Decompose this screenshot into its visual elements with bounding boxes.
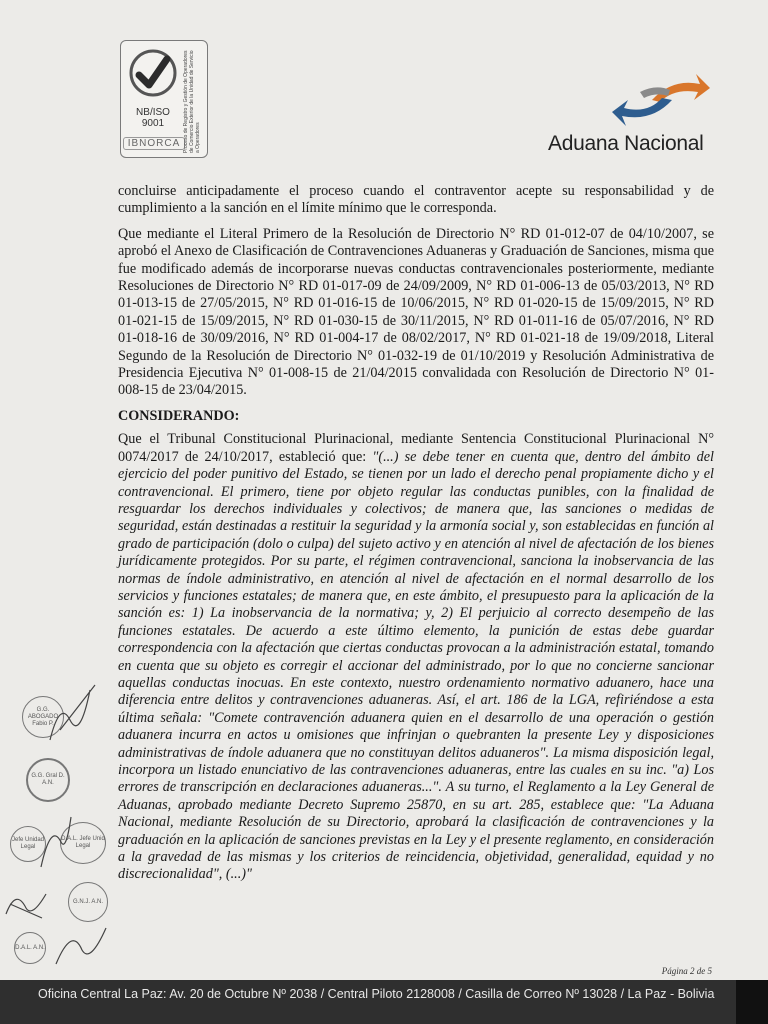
signature-icon	[50, 920, 110, 970]
stamp-text: D.A.L. A.N.	[15, 944, 45, 951]
cert-brand: IBNORCA	[123, 137, 185, 150]
signature-icon	[36, 812, 76, 872]
footer-bar	[0, 980, 768, 1024]
document-body	[118, 183, 714, 892]
stamp-text: G.G. ABOGADO Fabio P.	[27, 706, 59, 727]
stamp-seal	[68, 882, 108, 922]
paragraph-3-intro: Que el Tribunal Constitucional Plurinacional, mediante Sentencia Constitucional Plurinacional N° 0074/2017 de 24/10/2017, estableció que:	[118, 431, 714, 465]
paragraph-2: Que mediante el Literal Primero de la Resolución de Directorio N° RD 01-012-07 de 04/10/2007, se aprobó el Anexo de Clasificación de Contravenciones Aduaneras y Graduación de Sanciones, misma que fue modificado además de incorporarse nuevas conductas contravencionales posteriormente, mediante Resoluciones de Directorio N° RD 01-017-09 de 24/09/2009, N° RD 01-006-13 de 05/03/2013, N° RD 01-013-15 de 27/05/2015, N° RD 01-016-15 de 10/06/2015, N° RD 01-020-15 de 15/09/2015, N° RD 01-021-15 de 15/09/2015, N° RD 01-030-15 de 30/11/2015, N° RD 01-011-16 de 05/07/2016, N° RD 01-018-16 de 30/09/2016, N° RD 01-004-17 de 08/02/2017, N° RD 01-021-18 de 19/09/2018, Literal Segundo de la Resolución de Directorio N° 01-032-19 de 01/10/2019 y Resolución Administrativa de Presidencia Ejecutiva N° 01-008-15 de 21/04/2015 convalidada con Resolución de Directorio N° 01-008-15 de 23/04/2015.	[118, 225, 714, 399]
brand-name: Aduana Nacional	[548, 132, 704, 155]
paragraph-1: concluirse anticipadamente el proceso cuando el contraventor acepte su responsabilidad y de cumplimiento a la sanción en el límite mínimo que le corresponda.	[118, 183, 714, 217]
cert-scope: Proceso de Registro y Gestión de Operadores de Comercio Exterior de la Unidad de Servicio a Operadores	[183, 50, 201, 153]
stamp-seal	[14, 932, 46, 964]
paragraph-3	[118, 431, 714, 884]
checkmark-icon	[127, 47, 179, 99]
stamp-text: D.A.L. Jefe Unid Legal	[61, 836, 105, 849]
stamp-text: G.N.J. A.N.	[72, 898, 103, 905]
signature-icon	[2, 884, 52, 924]
footer-address: Oficina Central La Paz: Av. 20 de Octubre Nº 2038 / Central Piloto 2128008 / Casilla de Correo Nº 13028 / La Paz - Bolivia	[38, 987, 715, 1001]
aduana-logo-icon	[612, 70, 712, 132]
stamp-text: Jefe Unidad Legal	[11, 837, 45, 850]
stamp-text: G.G. Gral D. A.N.	[31, 773, 65, 786]
signature-icon	[40, 680, 100, 750]
paragraph-3-quote: "(...) se debe tener en cuenta que, dentro del ámbito del ejercicio del poder punitivo del Estado, se tienen por un lado el derecho penal propiamente dicho y el contravencional. El primero, tiene por objeto regular las conductas punibles, con la finalidad de resguardar los derechos individuales y colectivos; de manera que, las sanciones o medidas de seguridad, están destinadas a restituir la seguridad y la armonía social y, son establecidas en función al grado de participación (dolo o culpa) del sujeto activo y en atención al nivel de afectación de los bienes jurídicamente protegidos. Por su parte, el régimen contravencional, sanciona la inobservancia de las normas de índole administrativo, en atención al nivel de afectación en el normal desarrollo de los servicios y funciones estatales; de manera que, en este ámbito, el presupuesto para la aplicación de la sanción es: 1) La inobservancia de la normativa; y, 2) El perjuicio al correcto desempeño de las funciones estatales. De acuerdo a este último elemento, la punición de estas debe guardar correspondencia con la afectación que ciertas conductas provocan a la administración estatal, tomando en cuenta que su objeto es corregir el accionar del administrado, por lo que no concierne sancionar aquellas conductas inocuas. En este contexto, nuestro ordenamiento normativo aduanero, hace una diferencia entre delitos y contravenciones aduaneras. Así, el art. 186 de la LGA, refiriéndose a esta última señala: "Comete contravención aduanera quien en el desarrollo de una operación o gestión aduanera incurra en actos u omisiones que infrinjan o quebranten la presente Ley y disposiciones administrativas de índole aduanera que no constituyan delitos aduaneros". La misma disposición legal, incorpora un listado enunciativo de las contravenciones aduaneras, entre las cuales en su inc. "a) Los errores de transcripción en declaraciones aduaneras...". A su turno, el Reglamento a la Ley General de Aduanas, aprobado mediante Decreto Supremo 25870, en su art. 285, establece que: "La Aduana Nacional, mediante Resolución de su Directorio, aprobará la clasificación de contravenciones y la graduación en la aplicación de sanciones previstas en la Ley y el presente reglamento, en consideración a la gravedad de las mismas y los criterios de reincidencia, objetividad, generalidad, equidad y no discrecionalidad", (...)"	[118, 448, 714, 883]
cert-code: NB/ISO 9001	[136, 107, 170, 129]
page-number: Página 2 de 5	[661, 966, 712, 976]
stamp-seal	[26, 758, 70, 802]
iso-certification-badge	[120, 40, 208, 158]
footer-corner	[736, 980, 768, 1024]
section-heading: CONSIDERANDO:	[118, 407, 240, 424]
